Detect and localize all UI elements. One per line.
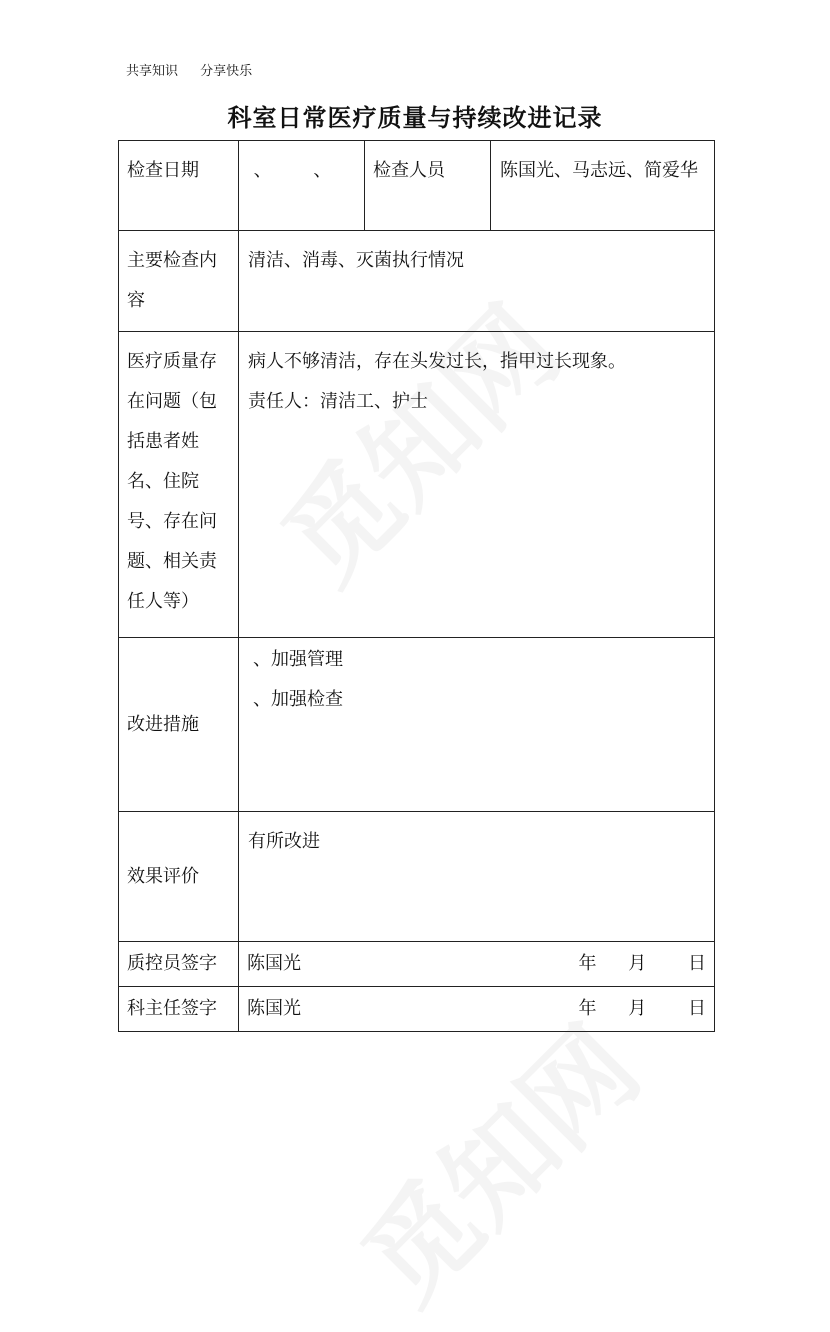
check-date-label: 检查日期 (127, 160, 199, 181)
row-director-sign (119, 987, 715, 1032)
month-label: 月 (628, 953, 647, 974)
qc-sign-label: 质控员签字 (127, 953, 217, 974)
issues-line-2: 责任人：清洁工、护士 (248, 391, 428, 412)
improve-list (239, 638, 714, 720)
improve-item: 、加强检查 (253, 689, 343, 710)
director-sign-label: 科主任签字 (127, 998, 217, 1019)
improve-item: 、加强管理 (253, 649, 343, 670)
row-main-content (119, 231, 715, 332)
check-date-value: 、 、 (253, 160, 350, 181)
qc-sign-date (579, 944, 706, 984)
header-note-2: 分享快乐 (200, 64, 253, 79)
qc-sign-field (239, 942, 714, 986)
inspector-value: 陈国光、马志远、简爱华 (500, 160, 698, 181)
header-note (126, 60, 270, 79)
director-sign-date (579, 989, 706, 1029)
year-label: 年 (578, 998, 597, 1019)
day-label: 日 (688, 998, 706, 1019)
page-title: 科室日常医疗质量与持续改进记录 (227, 104, 603, 132)
effect-value: 有所改进 (248, 831, 320, 852)
year-label: 年 (578, 953, 597, 974)
row-improvement (119, 638, 715, 812)
row-effect (119, 812, 715, 942)
quality-record-table (118, 140, 715, 1032)
month-label: 月 (628, 998, 647, 1019)
row-qc-sign (119, 942, 715, 987)
improve-label: 改进措施 (127, 713, 199, 735)
row-issues (119, 332, 715, 638)
issues-value (239, 332, 714, 432)
effect-label: 效果评价 (127, 865, 199, 887)
main-content-label: 主要检查内容 (127, 250, 217, 311)
row-check-info (119, 141, 715, 231)
inspector-label: 检查人员 (373, 160, 445, 181)
issues-line-1: 病人不够清洁，存在头发过长，指甲过长现象。 (248, 351, 626, 372)
watermark-bottom (322, 986, 667, 1331)
director-sign-field (239, 987, 714, 1031)
header-note-1: 共享知识 (126, 64, 179, 79)
issues-label: 医疗质量存在问题（包括患者姓名、住院号、存在问题、相关责任人等） (127, 351, 217, 612)
day-label: 日 (688, 953, 706, 974)
director-sign-value: 陈国光 (247, 998, 301, 1019)
qc-sign-value: 陈国光 (247, 953, 301, 974)
main-content-value: 清洁、消毒、灭菌执行情况 (248, 250, 464, 271)
